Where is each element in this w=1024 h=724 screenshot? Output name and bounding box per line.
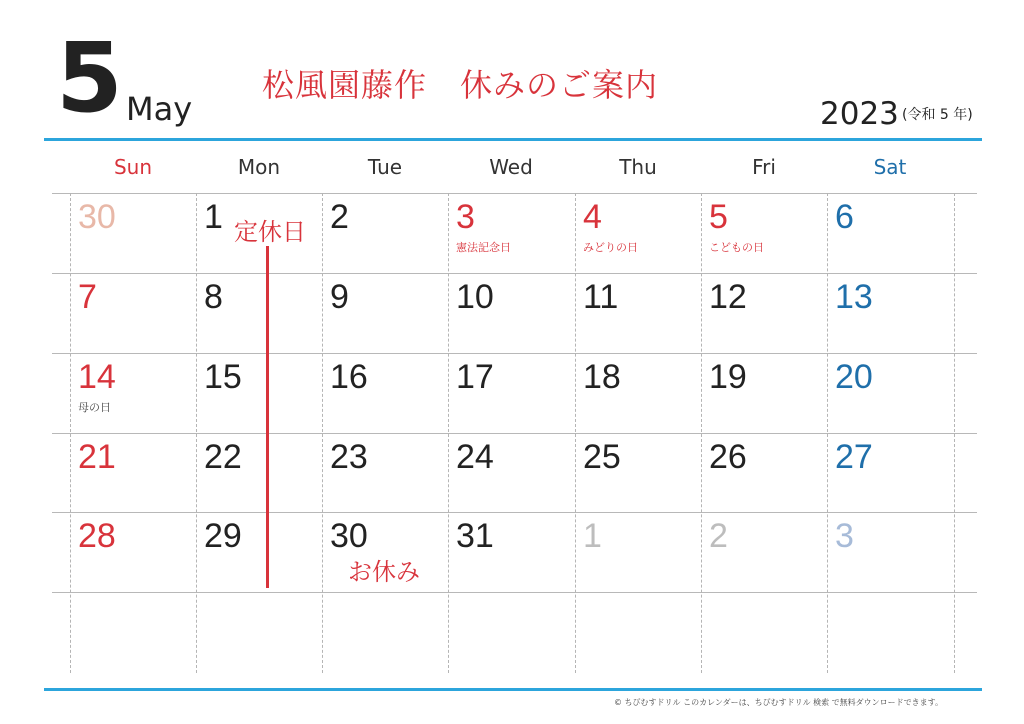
year-label: 2023 [820,96,899,132]
day-number: 30 [78,198,116,236]
day-cell [70,592,196,672]
day-number: 11 [583,278,619,316]
day-cell [827,273,953,353]
day-cell [322,273,448,353]
month-name: May [126,90,193,128]
day-cell [448,512,574,592]
day-number: 24 [456,438,494,476]
weekday-sun: Sun [113,155,153,179]
day-number: 28 [78,517,116,555]
weekday-sat: Sat [873,155,907,179]
day-cell [701,512,827,592]
day-number: 3 [456,198,475,236]
day-cell [70,273,196,353]
day-number: 6 [835,198,854,236]
day-cell [701,353,827,433]
day-cell [196,433,322,513]
day-cell [70,512,196,592]
notice-title: 松風園藤作 休みのご案内 [262,66,659,104]
day-cell [827,512,953,592]
weekday-fri: Fri [752,155,776,179]
weekday-wed: Wed [489,155,533,179]
weekday-tue: Tue [367,155,403,179]
day-number: 25 [583,438,621,476]
day-number: 3 [835,517,854,555]
era-label: (令和 5 年) [902,107,973,123]
day-cell [575,353,701,433]
day-number: 16 [330,358,368,396]
day-number: 19 [709,358,747,396]
day-cell [322,592,448,672]
day-number: 8 [204,278,223,316]
day-number: 1 [204,198,223,236]
day-number: 12 [709,278,747,316]
weekday-mon: Mon [237,155,281,179]
day-cell [70,193,196,273]
day-cell [827,433,953,513]
day-cell [448,592,574,672]
day-number: 22 [204,438,242,476]
day-cell [701,273,827,353]
day-number: 15 [204,358,242,396]
holiday-label: みどりの日 [583,241,638,254]
bottom-rule [44,688,982,691]
day-cell [70,353,196,433]
day-number: 23 [330,438,368,476]
weekday-thu: Thu [619,155,657,179]
day-cell [575,512,701,592]
day-cell [448,273,574,353]
day-cell [701,433,827,513]
day-cell [196,512,322,592]
day-number: 5 [709,198,728,236]
footer-note: © ちびむすドリル このカレンダーは、ちびむすドリル 検索 で無料ダウンロードできます。 [614,698,944,707]
day-cell [575,592,701,672]
month-number: 5 [56,22,121,134]
day-number: 27 [835,438,873,476]
closed-day-label: 定休日 [234,218,306,246]
day-cell [448,193,574,273]
day-number: 17 [456,358,494,396]
day-cell [448,433,574,513]
day-number: 10 [456,278,494,316]
day-cell [827,193,953,273]
grid-column-line [954,193,955,673]
day-cell [196,273,322,353]
day-off-label: お休み [348,558,420,586]
holiday-label: こどもの日 [709,241,764,254]
day-number: 31 [456,517,494,555]
day-number: 13 [835,278,873,316]
day-cell [701,592,827,672]
day-number: 18 [583,358,621,396]
holiday-label: 母の日 [78,401,111,414]
day-cell [575,193,701,273]
day-cell [322,193,448,273]
day-cell [575,433,701,513]
day-cell [196,353,322,433]
holiday-label: 憲法記念日 [456,241,511,254]
day-number: 1 [583,517,602,555]
day-cell [322,433,448,513]
day-cell [575,273,701,353]
day-number: 9 [330,278,349,316]
day-cell [196,592,322,672]
day-number: 20 [835,358,873,396]
day-number: 21 [78,438,116,476]
day-cell [827,353,953,433]
day-cell [701,193,827,273]
day-number: 7 [78,278,97,316]
day-number: 26 [709,438,747,476]
top-rule [44,138,982,141]
day-number: 2 [709,517,728,555]
day-number: 14 [78,358,116,396]
day-cell [827,592,953,672]
closed-day-line [266,246,269,588]
day-number: 4 [583,198,602,236]
day-cell [70,433,196,513]
day-number: 2 [330,198,349,236]
day-cell [322,353,448,433]
day-number: 30 [330,517,368,555]
day-number: 29 [204,517,242,555]
day-cell [448,353,574,433]
